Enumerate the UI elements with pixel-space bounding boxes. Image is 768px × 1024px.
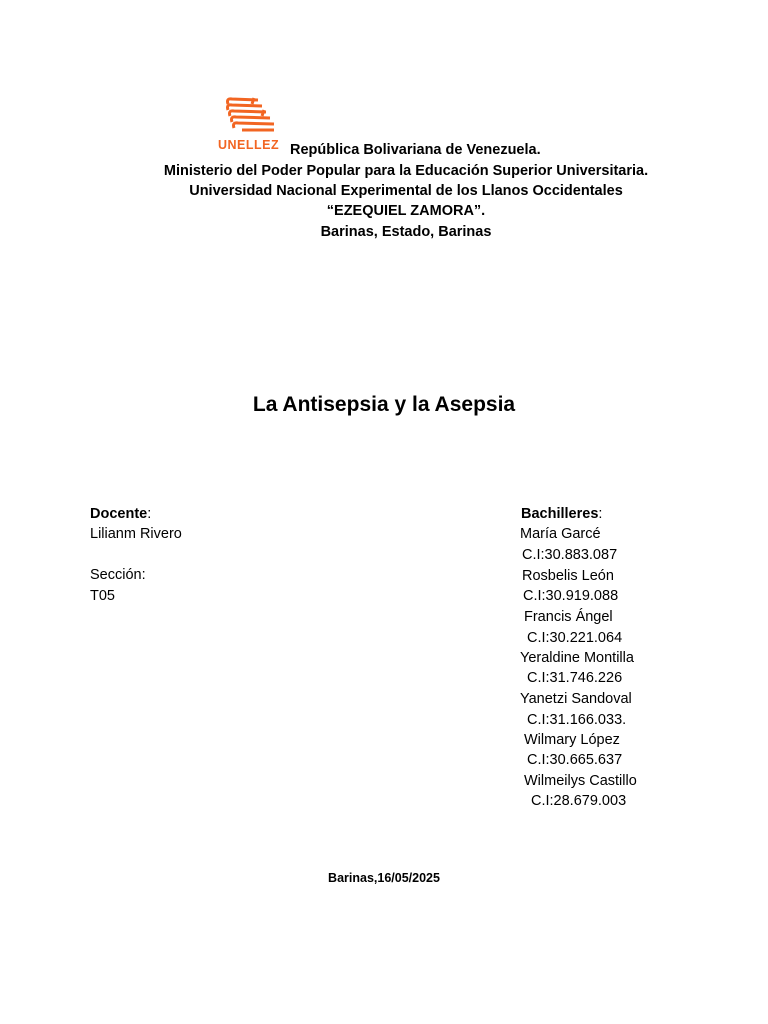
bachilleres-label-line xyxy=(521,504,602,524)
docente-label: Docente xyxy=(90,506,148,522)
student-name: María Garcé xyxy=(520,526,601,542)
docente-label-line xyxy=(90,504,151,524)
unellez-logo-text: UNELLEZ xyxy=(218,138,280,152)
header-location: Barinas, Estado, Barinas xyxy=(320,224,492,240)
header-ministry: Ministerio del Poder Popular para la Educación Superior Universitaria. xyxy=(163,163,649,179)
document-date: Barinas,16/05/2025 xyxy=(328,871,440,885)
student-ci: C.I:30.919.088 xyxy=(523,588,619,604)
student-name: Yeraldine Montilla xyxy=(520,650,634,666)
student-name: Rosbelis León xyxy=(522,568,614,584)
student-ci: C.I:30.221.064 xyxy=(527,630,623,646)
student-name: Wilmary López xyxy=(524,732,620,748)
bachilleres-colon: : xyxy=(598,506,603,522)
student-ci: C.I:28.679.003 xyxy=(531,793,627,809)
seccion-value: T05 xyxy=(90,588,115,604)
header-university-name: “EZEQUIEL ZAMORA”. xyxy=(326,203,486,219)
docente-colon: : xyxy=(147,506,152,522)
student-ci: C.I:30.665.637 xyxy=(527,752,623,768)
header-university: Universidad Nacional Experimental de los Llanos Occidentales xyxy=(189,183,623,199)
student-name: Yanetzi Sandoval xyxy=(520,691,632,707)
student-name: Wilmeilys Castillo xyxy=(524,773,637,789)
student-ci: C.I:30.883.087 xyxy=(522,547,618,563)
docente-name: Lilianm Rivero xyxy=(90,526,182,542)
student-name: Francis Ángel xyxy=(524,609,613,625)
unellez-logo xyxy=(218,94,290,152)
student-ci: C.I:31.746.226 xyxy=(527,670,623,686)
student-ci: C.I:31.166.033. xyxy=(527,712,627,728)
seccion-label: Sección: xyxy=(90,567,146,583)
header-country: República Bolivariana de Venezuela. xyxy=(290,142,541,158)
bachilleres-label: Bachilleres xyxy=(521,506,599,522)
document-title: La Antisepsia y la Asepsia xyxy=(252,393,516,416)
